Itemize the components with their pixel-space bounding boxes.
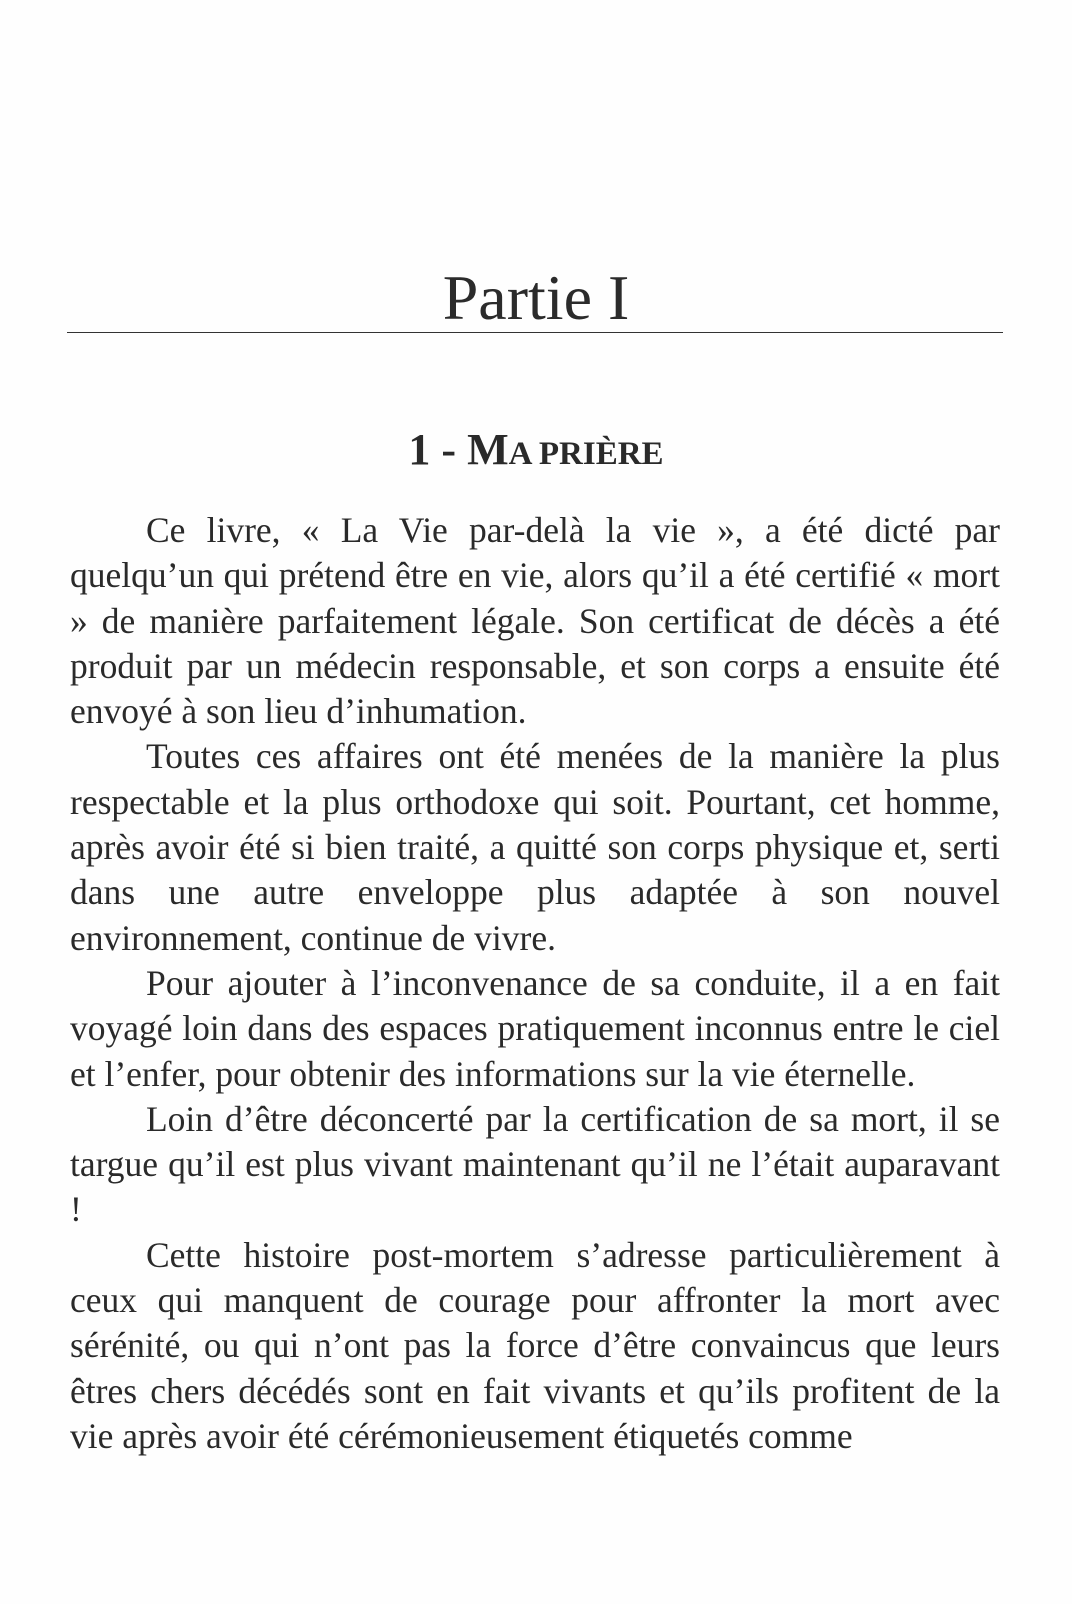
paragraph: Pour ajouter à l’inconvenance de sa conduite, il a en fait voyagé loin dans des espaces pratiquement inconnus entre le ciel et l’enfer, pour obtenir des informations sur la vie éternelle. — [70, 962, 1000, 1094]
part-title: Partie I — [442, 262, 630, 333]
paragraph: Loin d’être déconcerté par la certification de sa mort, il se targue qu’il est plus vivant maintenant qu’il ne l’était auparavant ! — [70, 1098, 1000, 1230]
chapter-number: 1 - — [408, 425, 457, 474]
paragraph: Ce livre, « La Vie par-delà la vie », a été dicté par quelqu’un qui prétend être en vie, alors qu’il a été certifié « mort » de manière parfaitement légale. Son certificat de décès a été produit par un médecin responsable, et son corps a ensuite été envoyé à son lieu d’inhumation. — [70, 510, 1000, 732]
title-divider — [67, 332, 1003, 333]
chapter-body — [70, 508, 1000, 1459]
chapter-title-rest: A PRIÈRE — [508, 436, 664, 472]
paragraph: Toutes ces affaires ont été menées de la manière la plus respectable et la plus orthodoxe qui soit. Pourtant, cet homme, après avoir été si bien traité, a quitté son corps physique et, serti dans une autre enveloppe plus adaptée à son nouvel environnement, continue de vivre. — [70, 736, 1000, 958]
chapter-title — [0, 422, 1072, 482]
chapter-title-initial: M — [467, 425, 509, 474]
paragraph: Cette histoire post-mortem s’adresse particulièrement à ceux qui manquent de courage pour affronter la mort avec sérénité, ou qui n’ont pas la force d’être convaincus que leurs êtres chers décédés sont en fait vivants et qu’ils profitent de la vie après avoir été cérémonieusement étiquetés comme — [70, 1234, 1000, 1456]
